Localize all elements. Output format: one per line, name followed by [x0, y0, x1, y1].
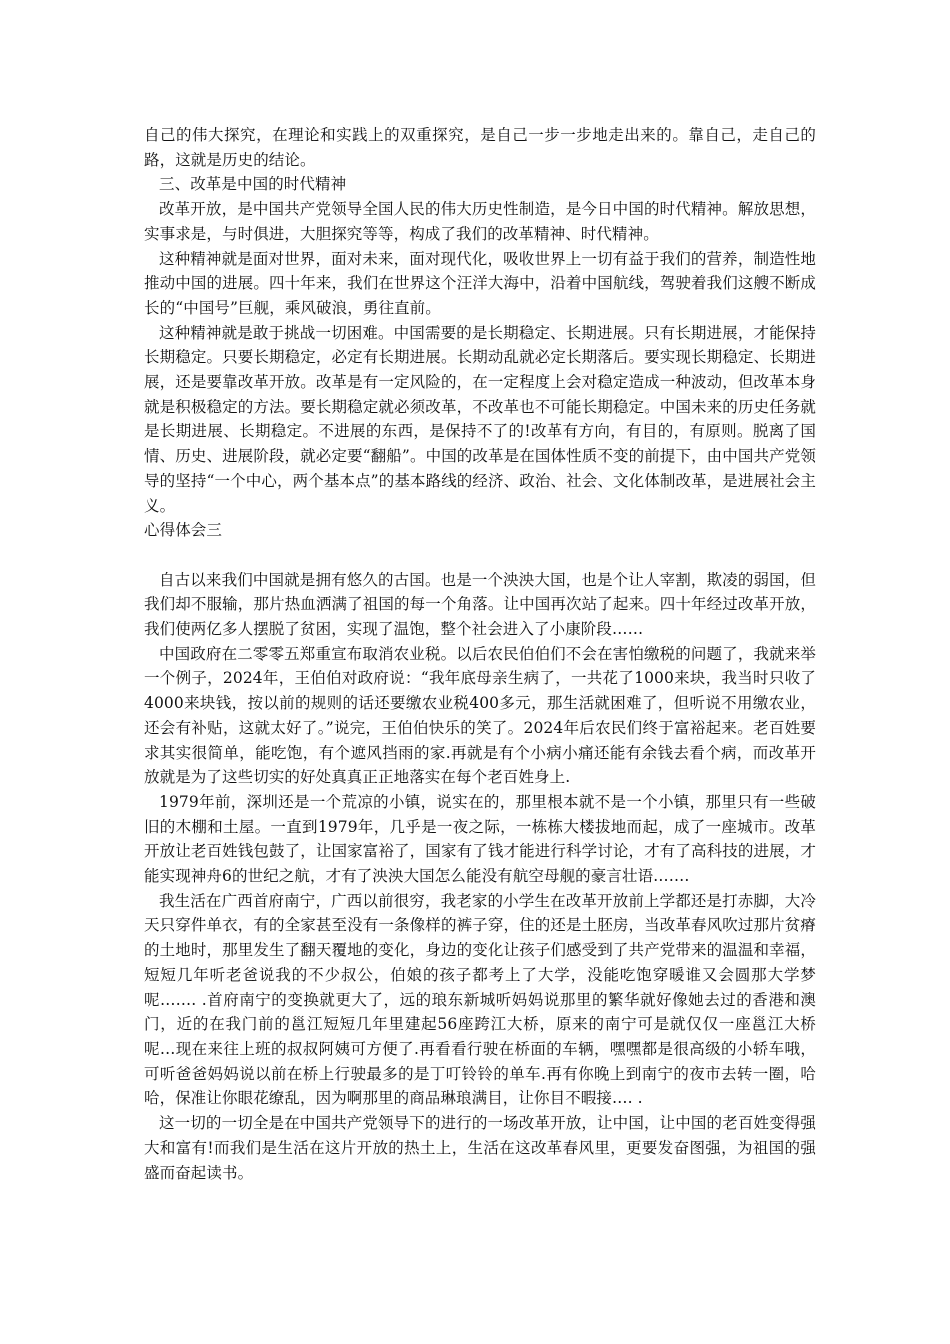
paragraph: 1979年前，深圳还是一个荒凉的小镇，说实在的，那里根本就不是一个小镇，那里只有一些破旧的木棚和土屋。一直到1979年，几乎是一夜之际，一栋栋大楼拔地而起，成了一座城市。改革开放让老百姓钱包鼓了，让国家富裕了，国家有了钱才能进行科学讨论，才有了高科技的进展，才能实现神舟6的世纪之航，才有了泱泱大国怎么能没有航空母舰的豪言壮语…….: [144, 792, 816, 886]
section-title: 心得体会三: [144, 521, 223, 540]
blank-line: [144, 543, 816, 568]
paragraph: 自古以来我们中国就是拥有悠久的古国。也是一个泱泱大国，也是个让人宰割，欺凌的弱国，但我们却不服输，那片热血洒满了祖国的每一个角落。让中国再次站了起来。四十年经过改革开放，我们使两亿多人摆脱了贫困，实现了温饱，整个社会进入了小康阶段……: [144, 570, 816, 639]
paragraph: 这种精神就是敢于挑战一切困难。中国需要的是长期稳定、长期进展。只有长期进展，才能保持长期稳定。只要长期稳定，必定有长期进展。长期动乱就必定长期落后。要实现长期稳定、长期进展，还是要靠改革开放。改革是有一定风险的，在一定程度上会对稳定造成一种波动，但改革本身就是积极稳定的方法。要长期稳定就必须改革，不改革也不可能长期稳定。中国未来的历史任务就是长期进展、长期稳定。不进展的东西，是保持不了的!改革有方向，有目的，有原则。脱离了国情、历史、进展阶段，就必定要“翻船”。中国的改革是在国体性质不变的前提下，由中国共产党领导的坚持“一个中心，两个基本点”的基本路线的经济、政治、社会、文化体制改革，是进展社会主义。: [144, 323, 816, 515]
paragraph: 这种精神就是面对世界，面对未来，面对现代化，吸收世界上一切有益于我们的营养，制造性地推动中国的进展。四十年来，我们在世界这个汪洋大海中，沿着中国航线，驾驶着我们这艘不断成长的“中国号”巨舰，乘风破浪，勇往直前。: [144, 249, 816, 317]
paragraph: 这一切的一切全是在中国共产党领导下的进行的一场改革开放，让中国，让中国的老百姓变得强大和富有!而我们是生活在这片开放的热土上，生活在这改革春风里，更要发奋图强，为祖国的强盛而奋起读书。: [144, 1114, 816, 1182]
section-heading: 三、改革是中国的时代精神: [159, 175, 347, 194]
paragraph: 自己的伟大探究，在理论和实践上的双重探究，是自己一步一步地走出来的。靠自己，走自己的路，这就是历史的结论。: [144, 126, 816, 169]
paragraph: 我生活在广西首府南宁，广西以前很穷，我老家的小学生在改革开放前上学都还是打赤脚，大冷天只穿件单衣，有的全家甚至没有一条像样的裤子穿，住的还是土胚房，当改革春风吹过那片贫瘠的土地时，那里发生了翻天覆地的变化，身边的变化让孩子们感受到了共产党带来的温温和幸福，短短几年听老爸说我的不少叔公，伯娘的孩子都考上了大学，没能吃饱穿暖谁又会圆那大学梦呢……. .首府南宁的变换就更大了，远的琅东新城听妈妈说那里的繁华就好像她去过的香港和澳门，近的在我门前的邕江短短几年里建起56座跨江大桥，原来的南宁可是就仅仅一座邕江大桥呢…现在来往上班的叔叔阿姨可方便了.再看看行驶在桥面的车辆，嘿嘿都是很高级的小轿车哦，可听爸爸妈妈说以前在桥上行驶最多的是丁叮铃铃的单车.再有你晚上到南宁的夜市去转一圈，哈哈，保准让你眼花缭乱，因为啊那里的商品琳琅满目，让你目不暇接…. .: [144, 891, 816, 1108]
document-body: [144, 123, 816, 1185]
paragraph: 中国政府在二零零五郑重宣布取消农业税。以后农民伯伯们不会在害怕缴税的问题了，我就来举一个例子，2024年，王伯伯对政府说：“我年底母亲生病了，一共花了1000来块，我当时只收了4000来块钱，按以前的规则的话还要缴农业税400多元，那生活就困难了，但听说不用缴农业，还会有补贴，这就太好了。”说完，王伯伯快乐的笑了。2024年后农民们终于富裕起来。老百姓要求其实很简单，能吃饱，有个遮风挡雨的家.再就是有个小病小痛还能有余钱去看个病，而改革开放就是为了这些切实的好处真真正正地落实在每个老百姓身上.: [144, 644, 816, 787]
paragraph: 改革开放，是中国共产党领导全国人民的伟大历史性制造，是今日中国的时代精神。解放思想，实事求是，与时俱进，大胆探究等等，构成了我们的改革精神、时代精神。: [144, 200, 816, 243]
